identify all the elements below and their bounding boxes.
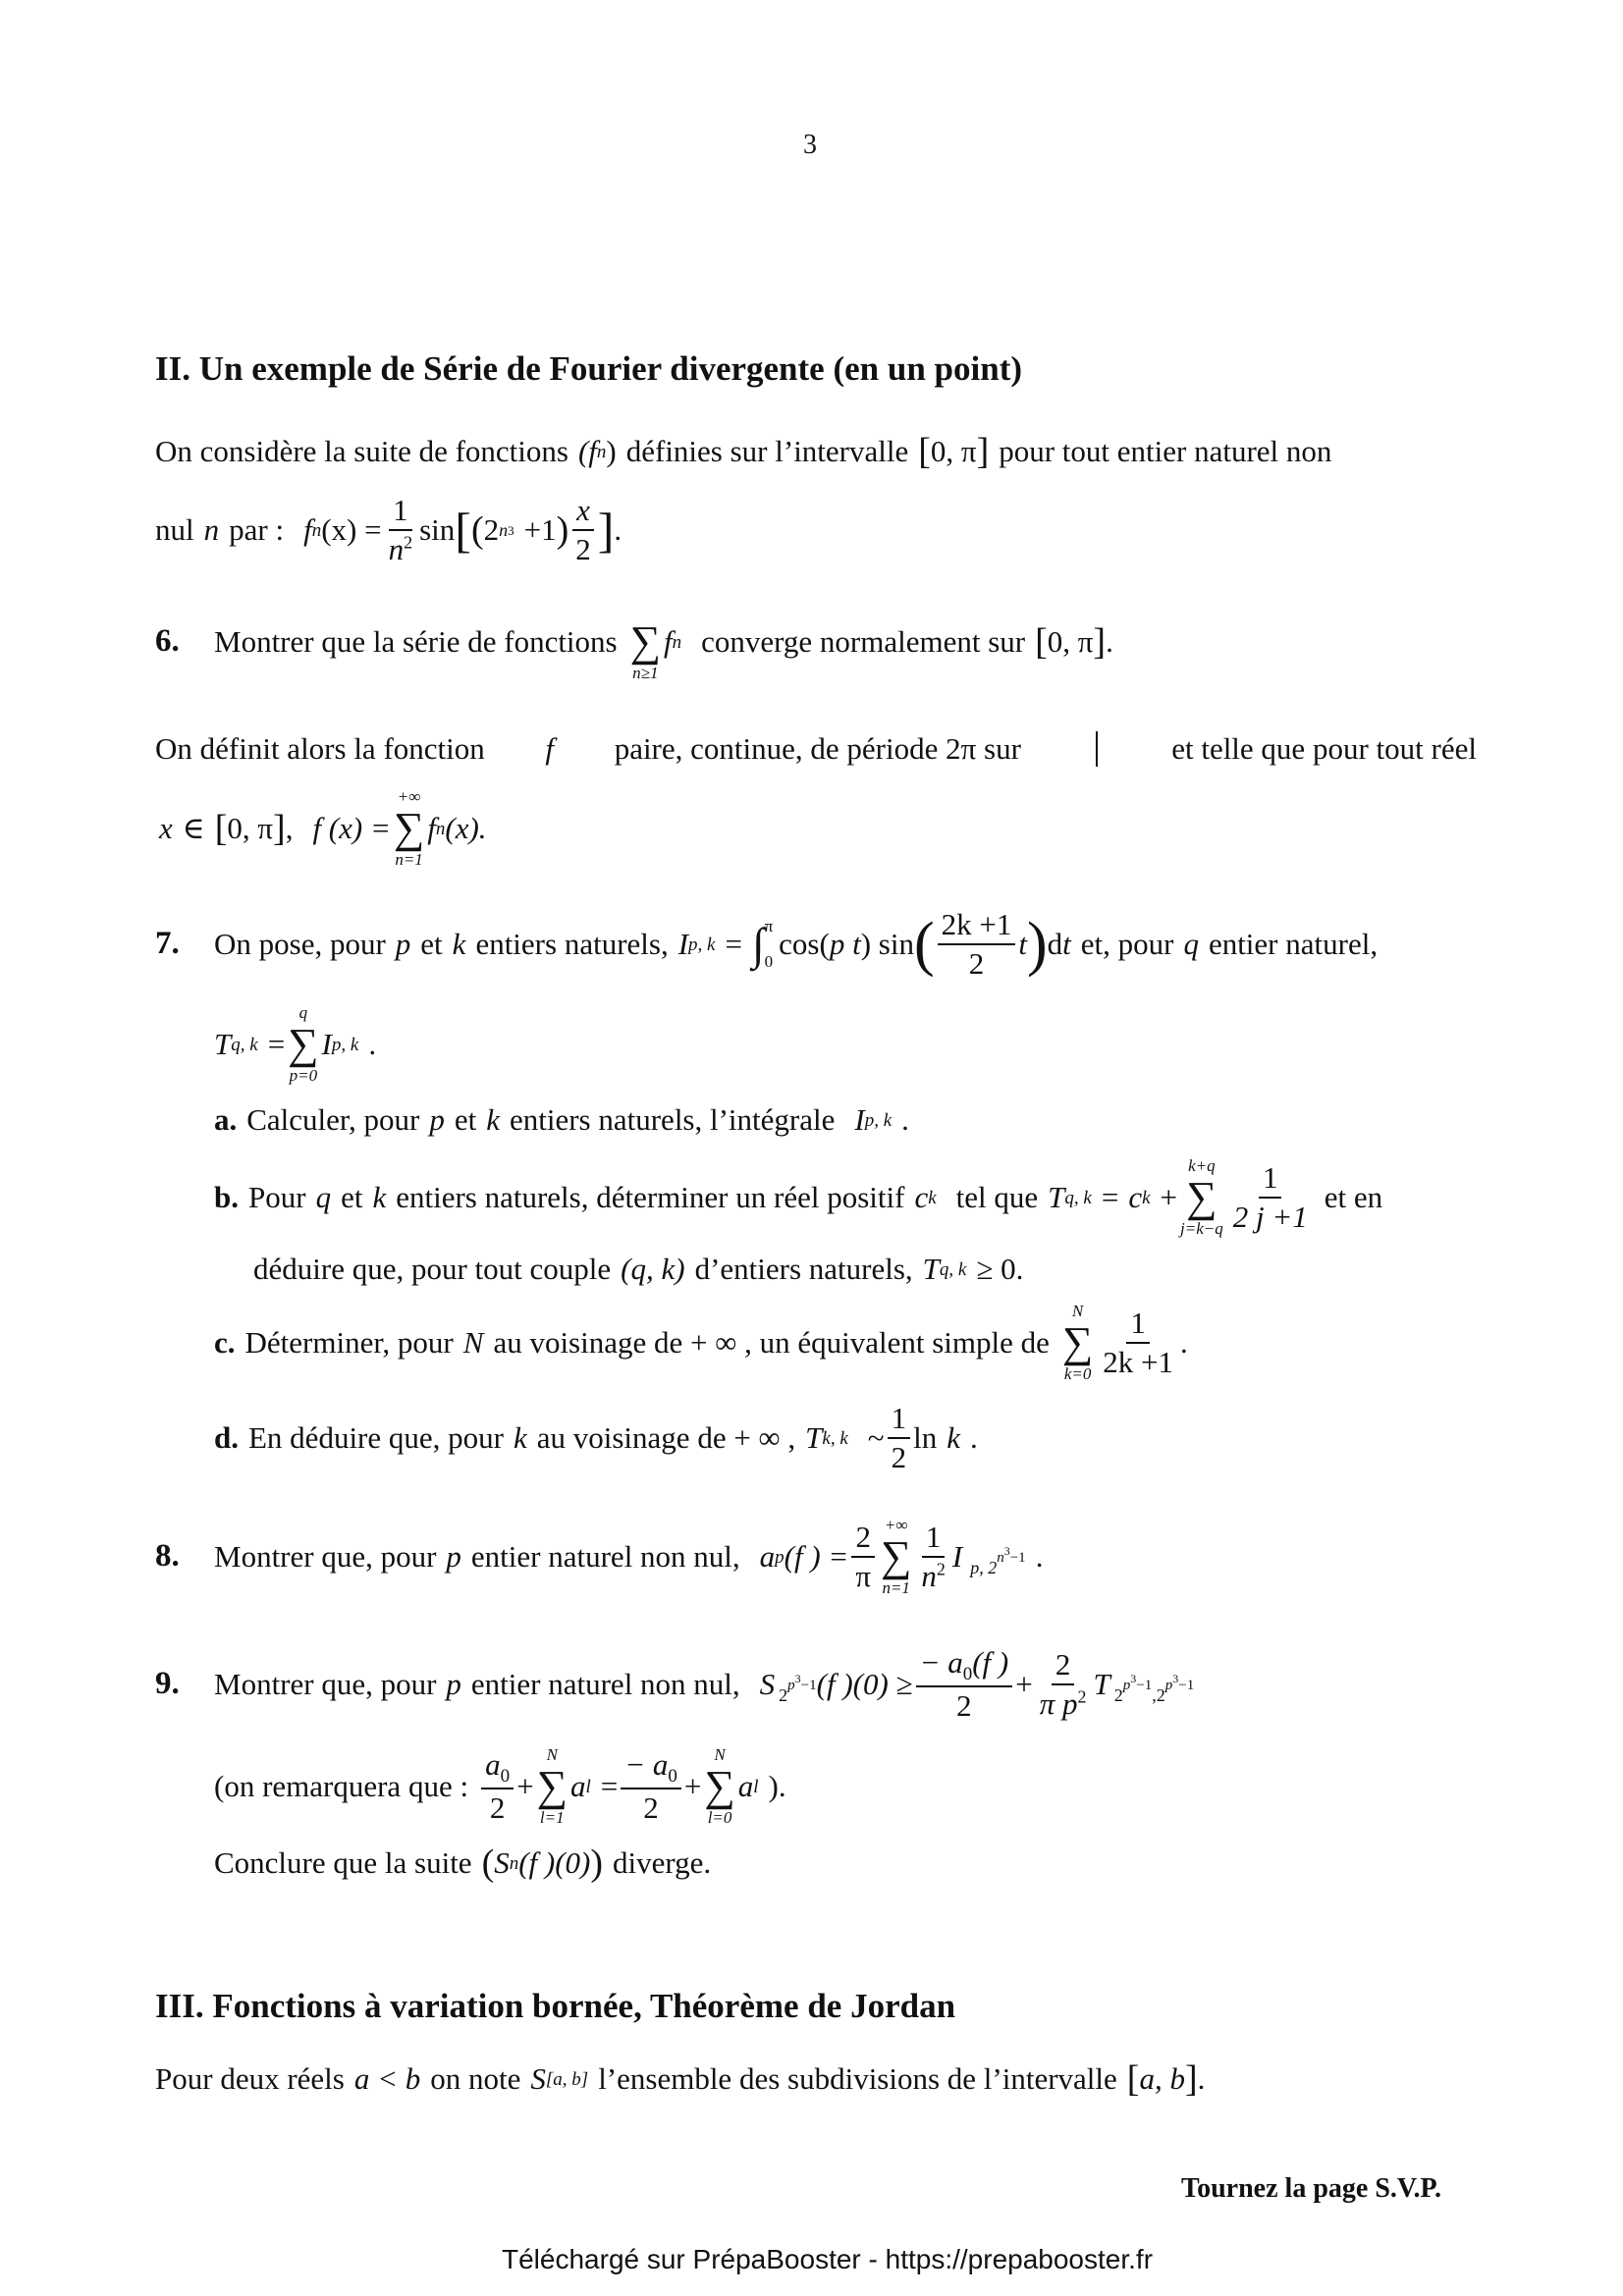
- frac-den-exp: 2: [404, 532, 413, 553]
- frac-num: 2: [1052, 1648, 1075, 1685]
- var-p: p: [446, 1667, 461, 1702]
- b-text-c: tel que: [955, 1180, 1039, 1215]
- bracket-close: ]: [976, 431, 990, 472]
- a: a: [759, 1539, 776, 1575]
- question-text-2: converge normalement sur: [701, 624, 1026, 660]
- end: .: [1197, 2061, 1206, 2097]
- sum-upper: q: [298, 1003, 308, 1023]
- et: et: [454, 1102, 477, 1138]
- sum-upper: k+q: [1188, 1156, 1216, 1176]
- frac-den: 2 j +1: [1232, 1200, 1308, 1234]
- frac-den: 2: [956, 1688, 972, 1724]
- a-sub: p: [775, 1546, 784, 1568]
- question-7b: [214, 1148, 1382, 1247]
- I: I: [854, 1102, 865, 1138]
- frac-den: [1036, 1685, 1091, 1721]
- eq: =: [725, 927, 742, 962]
- fraction-1-over-2j1: [1229, 1161, 1312, 1234]
- frac-num: 1: [1259, 1161, 1282, 1199]
- sum-lower: k=0: [1063, 1364, 1092, 1383]
- frac-den: [917, 1558, 949, 1593]
- sum-symbol: [704, 1745, 734, 1827]
- intro-text: On considère la suite de fonctions: [155, 434, 568, 469]
- c-text-a: Déterminer, pour: [244, 1325, 454, 1361]
- sigma: ∑: [881, 1532, 912, 1580]
- sum-lower: l=0: [707, 1808, 732, 1827]
- term: f: [427, 811, 436, 846]
- frac-den: 2: [643, 1790, 659, 1826]
- section-title-2: II. Un exemple de Série de Fourier divergente (en un point): [155, 349, 1023, 388]
- T-sub-comma2: ,2: [1152, 1685, 1165, 1705]
- S-arg: (f )(0) ≥: [816, 1667, 913, 1702]
- term-I-sub: p, k: [331, 1034, 359, 1055]
- sum-lower: j=k−q: [1180, 1219, 1223, 1238]
- int-upper: π: [764, 917, 774, 935]
- term-a-sub: l: [585, 1776, 591, 1797]
- dt-d: d: [1047, 927, 1063, 962]
- I: I: [951, 1539, 963, 1575]
- I-sub: p, k: [688, 934, 716, 955]
- seq-S-sub: n: [509, 1852, 519, 1874]
- def-f-line-1: [155, 728, 1477, 770]
- var-q: q: [1183, 927, 1199, 962]
- sum-upper: +∞: [884, 1516, 908, 1535]
- frac-num: [916, 1646, 1013, 1687]
- conclude-a: Conclure que la suite: [214, 1845, 472, 1881]
- fn-definition: [155, 487, 622, 573]
- fraction-x-over-2: [571, 494, 595, 566]
- sum-term: f: [664, 624, 673, 660]
- end: .: [901, 1102, 909, 1138]
- sum-symbol: [630, 601, 661, 682]
- b-text-d: et en: [1324, 1180, 1383, 1215]
- paren-open: (: [470, 509, 484, 551]
- question-7b-line2: [253, 1249, 1023, 1290]
- conclude-b: diverge.: [613, 1845, 712, 1881]
- sigma: ∑: [1061, 1318, 1094, 1366]
- sequence-fn-close: ): [606, 434, 617, 469]
- frac-num-a: a: [485, 1746, 501, 1782]
- a-text-b: entiers naturels, l’intégrale: [509, 1102, 836, 1138]
- T-sub: q, k: [939, 1258, 967, 1280]
- sum-upper: N: [546, 1745, 558, 1765]
- S: S: [759, 1667, 776, 1702]
- T: T: [805, 1420, 823, 1456]
- bracket-close: ]: [273, 808, 286, 849]
- term-a: a: [569, 1769, 586, 1804]
- T: T: [214, 1027, 232, 1062]
- frac-num: [621, 1748, 681, 1789]
- exp-n: n: [499, 520, 509, 540]
- var-x: x: [159, 811, 173, 846]
- bracket-close: ]: [1093, 621, 1107, 663]
- b-plus: +: [1160, 1180, 1177, 1215]
- def-f-line-2: [159, 779, 487, 878]
- q7-text-d: entier naturel,: [1208, 927, 1379, 962]
- I-sub: p, 2: [970, 1558, 998, 1577]
- var-p: p: [429, 1102, 445, 1138]
- question-9-remark: [214, 1735, 786, 1838]
- section-3-intro: [155, 2054, 1205, 2105]
- frac-den: 2k +1: [1103, 1345, 1173, 1379]
- et: et: [420, 927, 443, 962]
- T-sub: q, k: [231, 1034, 258, 1055]
- term-sub: n: [435, 818, 446, 839]
- def-text-1: On définit alors la fonction: [155, 731, 485, 767]
- eq: =: [267, 1027, 286, 1062]
- plus: +: [683, 1769, 702, 1804]
- frac-den-exp: 2: [936, 1559, 946, 1579]
- sum-lower: l=1: [539, 1808, 565, 1827]
- T-sub-2: 2: [1113, 1685, 1123, 1705]
- var-q: q: [315, 1180, 332, 1215]
- question-7d: [214, 1394, 978, 1482]
- T-sub: q, k: [1064, 1187, 1092, 1208]
- b-couple: (q, k): [621, 1252, 685, 1287]
- frac-den: [385, 531, 417, 566]
- T-definition: [214, 995, 376, 1094]
- I-subscript: [970, 1537, 1025, 1576]
- T-sub-minus1: −1: [1136, 1678, 1153, 1693]
- fn-lhs-sub: n: [311, 519, 322, 541]
- comma: ,: [285, 811, 294, 846]
- a-text: Calculer, pour: [246, 1102, 420, 1138]
- fraction-2k1-over-2: [938, 908, 1016, 981]
- interval: a, b: [1139, 2061, 1185, 2097]
- S-sub-p: p: [787, 1678, 795, 1693]
- question-text: Montrer que la série de fonctions: [214, 624, 618, 660]
- interval: 0, π: [227, 811, 274, 846]
- sum-lower: n=1: [395, 850, 423, 869]
- term-a-sub: l: [753, 1776, 759, 1797]
- remark-open: (on remarquera que :: [214, 1769, 469, 1804]
- question-9-conclude: [214, 1838, 711, 1889]
- fraction-1-over-n2: [917, 1521, 949, 1593]
- question-number: 7.: [155, 926, 180, 962]
- frac-num: 2: [851, 1521, 875, 1558]
- download-watermark: Téléchargé sur PrépaBooster - https://prepabooster.fr: [502, 2244, 1154, 2274]
- interval: 0, π: [1047, 624, 1094, 660]
- end: .: [368, 1027, 377, 1062]
- integrand-b: ) sin: [860, 927, 914, 962]
- b-geq: ≥ 0.: [976, 1252, 1024, 1287]
- intro-text-2: définies sur l’intervalle: [625, 434, 909, 469]
- q8-text-a: Montrer que, pour: [214, 1539, 437, 1575]
- question-number: 6.: [155, 623, 180, 660]
- frac-num-arg: (f ): [972, 1644, 1009, 1680]
- frac-num: 1: [1126, 1307, 1150, 1344]
- paren-open: (: [913, 911, 935, 978]
- bracket-open: [: [455, 503, 471, 558]
- in-symbol: ∈: [182, 811, 205, 846]
- var-k: k: [947, 1420, 960, 1456]
- end: .: [1180, 1325, 1188, 1361]
- integral-limits: [765, 917, 774, 972]
- term-arg: (x).: [445, 811, 487, 846]
- var-n: n: [203, 512, 220, 548]
- S: S: [530, 2061, 546, 2097]
- paren-close: ): [590, 1842, 604, 1884]
- var-t: t: [1018, 927, 1027, 962]
- fraction-a0-over-2: [916, 1646, 1013, 1723]
- sigma: ∑: [536, 1762, 568, 1810]
- q8-text-b: entier naturel non nul,: [470, 1539, 740, 1575]
- d-text-a: En déduire que, pour: [248, 1420, 504, 1456]
- sigma: ∑: [629, 617, 661, 666]
- S-sub: [a, b]: [545, 2068, 589, 2090]
- intro-text-nul: nul: [155, 512, 194, 548]
- S-sub-minus1: −1: [800, 1678, 817, 1693]
- sigma: ∑: [393, 804, 425, 852]
- c-k: c: [914, 1180, 929, 1215]
- frac-num: 1: [389, 494, 412, 531]
- term-a: a: [737, 1769, 754, 1804]
- fraction-a0-over-2: [481, 1748, 514, 1825]
- frac-den-n: n: [388, 532, 405, 566]
- frac-num-sub: 0: [962, 1664, 973, 1685]
- sum-symbol: [1180, 1156, 1223, 1238]
- b-line2-b: d’entiers naturels,: [694, 1252, 913, 1287]
- frac-den: π: [855, 1559, 872, 1593]
- fraction-1-over-n2: [385, 494, 417, 566]
- paren-close: ): [1026, 911, 1048, 978]
- var-k: k: [372, 1180, 387, 1215]
- fraction-2-over-pi: [851, 1521, 875, 1593]
- eq: =: [600, 1769, 619, 1804]
- plus-one: +1: [523, 512, 557, 548]
- T: T: [1048, 1180, 1065, 1215]
- I: I: [677, 927, 689, 962]
- b-text-a: Pour: [248, 1180, 306, 1215]
- frac-den-exp: 2: [1077, 1686, 1087, 1707]
- b-line2-a: déduire que, pour tout couple: [253, 1252, 612, 1287]
- fn-lhs-arg: (x) =: [321, 512, 382, 548]
- term-I: I: [321, 1027, 332, 1062]
- s3-line-c: l’ensemble des subdivisions de l’intervalle: [598, 2061, 1117, 2097]
- b-eq: =: [1101, 1180, 1119, 1215]
- S-sub-2: 2: [779, 1685, 788, 1705]
- sigma: ∑: [288, 1020, 319, 1068]
- sum-symbol: [881, 1516, 911, 1597]
- frac-den-pip: π p: [1039, 1686, 1078, 1721]
- a-arg: (f ) =: [784, 1539, 849, 1575]
- sum-symbol: [537, 1745, 568, 1827]
- bracket-close: ]: [1184, 2058, 1198, 2100]
- var-N: N: [462, 1325, 484, 1361]
- frac-num: 1: [922, 1521, 946, 1558]
- question-7c: [214, 1296, 1188, 1390]
- fraction-minus-a0-over-2: [621, 1748, 681, 1825]
- integrand-pt: p t: [829, 927, 861, 962]
- T-sub-3: 3: [1130, 1672, 1137, 1685]
- sum-upper: N: [1071, 1302, 1084, 1321]
- question-6: [155, 601, 1113, 683]
- frac-num-a: − a: [919, 1644, 963, 1680]
- intro-text-par: par :: [229, 512, 285, 548]
- T: T: [922, 1252, 940, 1287]
- T-sub-minus1-2: −1: [1178, 1678, 1195, 1693]
- sigma: ∑: [1186, 1173, 1217, 1221]
- end: .: [969, 1420, 978, 1456]
- ln: ln: [913, 1420, 938, 1456]
- bracket-open: [: [1126, 2058, 1140, 2100]
- T-sub-3-2: 3: [1172, 1672, 1179, 1685]
- exp-3: 3: [508, 522, 514, 538]
- real-numbers-symbol: [1096, 731, 1098, 767]
- label-c: c.: [214, 1325, 236, 1361]
- section-title-3: III. Fonctions à variation bornée, Théorème de Jordan: [155, 1987, 956, 2025]
- paren-close: ): [556, 509, 569, 551]
- c-k-sub: k: [928, 1187, 937, 1208]
- var-k: k: [486, 1102, 500, 1138]
- T-sub: k, k: [822, 1427, 848, 1449]
- S-subscript: [779, 1665, 816, 1704]
- sum-symbol: [394, 787, 424, 869]
- frac-num: 2k +1: [938, 908, 1016, 945]
- def-text-2: paire, continue, de période 2π sur: [614, 731, 1021, 767]
- frac-num-sub: 0: [668, 1766, 677, 1788]
- I-sub-exp-3: 3: [1003, 1544, 1010, 1558]
- sum-symbol: [1062, 1302, 1093, 1383]
- T-subscript: [1114, 1665, 1194, 1704]
- bracket-open: [: [214, 808, 228, 849]
- var-k: k: [513, 1420, 527, 1456]
- sequence-fn-sub: n: [596, 441, 607, 462]
- c-k-sub: k: [1142, 1187, 1151, 1208]
- frac-den-n: n: [921, 1559, 937, 1593]
- I-sub-exp-n: n: [997, 1550, 1004, 1566]
- var-p: p: [446, 1539, 461, 1575]
- q7-text-b: entiers naturels,: [475, 927, 669, 962]
- frac-den: 2: [891, 1440, 907, 1474]
- end: .: [1035, 1539, 1044, 1575]
- sum-lower: p=0: [289, 1066, 318, 1085]
- bracket-close: ]: [597, 503, 615, 558]
- frac-den: 2: [968, 946, 985, 981]
- c-text-b: au voisinage de + ∞ , un équivalent simple de: [493, 1325, 1050, 1361]
- frac-den-2: 2: [575, 532, 591, 566]
- page-number: 3: [803, 130, 817, 160]
- sigma: ∑: [704, 1762, 735, 1810]
- q9-text-a: Montrer que, pour: [214, 1667, 437, 1702]
- I-sub-minus1: −1: [1009, 1550, 1026, 1566]
- turn-page-note: Tournez la page S.V.P.: [1181, 2173, 1442, 2204]
- interval: 0, π: [930, 434, 977, 469]
- sum-lower: n=1: [882, 1578, 910, 1597]
- sum-lower: n≥1: [632, 664, 659, 682]
- var-f: f: [545, 731, 555, 767]
- question-number: 9.: [155, 1666, 180, 1702]
- T-sub-p-2: p: [1164, 1678, 1173, 1693]
- sequence-fn-open: (f: [577, 434, 597, 469]
- frac-num-sub: 0: [500, 1766, 511, 1788]
- bracket-open: [: [1035, 621, 1048, 663]
- bracket-open: [: [918, 431, 931, 472]
- T-sub-p: p: [1122, 1678, 1131, 1693]
- label-d: d.: [214, 1420, 239, 1456]
- frac-den: 2: [489, 1790, 506, 1826]
- c-k: c: [1128, 1180, 1143, 1215]
- fraction-2-over-pi-p2: [1036, 1648, 1091, 1721]
- end: .: [1106, 624, 1113, 660]
- dt-t: t: [1062, 927, 1071, 962]
- frac-num-a: − a: [624, 1746, 669, 1782]
- intro-text-3: pour tout entier naturel non: [999, 434, 1332, 469]
- sin: sin: [419, 512, 456, 548]
- I-sub: p, k: [864, 1109, 893, 1131]
- a-lt-b: a < b: [353, 2061, 421, 2097]
- q7-text-a: On pose, pour: [214, 927, 386, 962]
- var-p: p: [395, 927, 411, 962]
- q9-text-b: entier naturel non nul,: [470, 1667, 740, 1702]
- integrand-a: cos(: [779, 927, 830, 962]
- label-a: a.: [214, 1102, 238, 1138]
- question-7: [155, 895, 1378, 993]
- period: .: [614, 512, 622, 548]
- q7-text-c: et, pour: [1080, 927, 1174, 962]
- fraction-1-over-2: [888, 1402, 911, 1474]
- frac-num: [481, 1748, 514, 1789]
- remark-close: ).: [768, 1769, 786, 1804]
- frac-num-x: x: [572, 494, 594, 531]
- sum-term-sub: n: [672, 631, 682, 653]
- b-text-b: entiers naturels, déterminer un réel positif: [396, 1180, 905, 1215]
- int-lower: 0: [764, 951, 774, 971]
- sum-symbol: [288, 1003, 318, 1085]
- fraction-1-over-2k1: [1099, 1307, 1177, 1379]
- s3-line-a: Pour deux réels: [155, 2061, 345, 2097]
- seq-S: S: [494, 1845, 510, 1881]
- sim: ~: [867, 1420, 885, 1456]
- fn-lhs: f: [303, 512, 312, 548]
- et: et: [341, 1180, 363, 1215]
- question-9: [155, 1633, 1194, 1735]
- frac-num: 1: [888, 1402, 911, 1439]
- seq-S-arg: (f )(0): [518, 1845, 591, 1881]
- plus: +: [1015, 1667, 1033, 1702]
- fx: f (x) =: [312, 811, 391, 846]
- S-sub-3: 3: [794, 1672, 801, 1685]
- intro-line-1: [155, 428, 1331, 475]
- def-text-3: et telle que pour tout réel: [1171, 731, 1477, 767]
- paren-open: (: [481, 1842, 495, 1884]
- integral-symbol: ∫: [751, 919, 765, 969]
- question-7a: [214, 1099, 909, 1141]
- s3-line-b: on note: [430, 2061, 521, 2097]
- sum-upper: +∞: [397, 787, 421, 807]
- T: T: [1093, 1667, 1110, 1702]
- question-8: [155, 1506, 1043, 1608]
- d-text-b: au voisinage de + ∞ ,: [536, 1420, 796, 1456]
- question-number: 8.: [155, 1538, 180, 1575]
- sum-upper: N: [714, 1745, 726, 1765]
- var-k: k: [452, 927, 466, 962]
- plus: +: [516, 1769, 534, 1804]
- base-2: 2: [483, 512, 500, 548]
- label-b: b.: [214, 1180, 239, 1215]
